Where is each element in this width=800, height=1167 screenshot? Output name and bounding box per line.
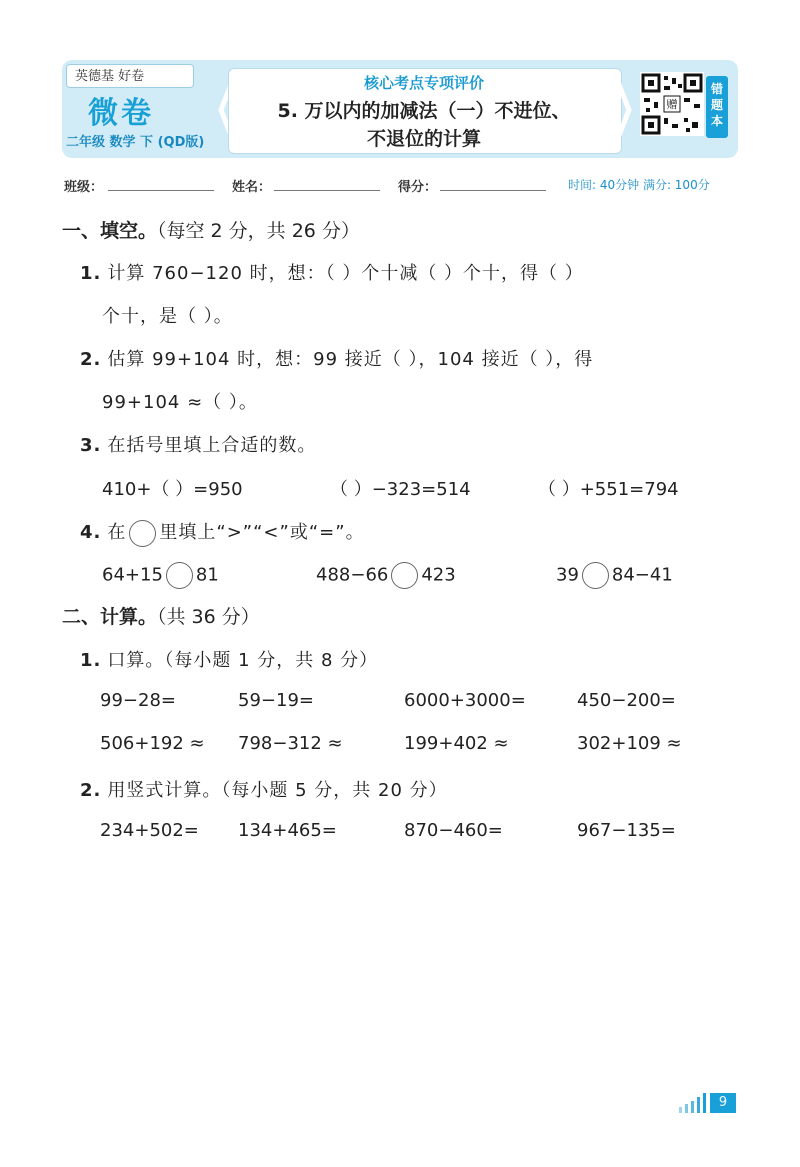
compare-right: 423: [421, 564, 456, 586]
question-text: 里填上“>”“<”或“=”。: [159, 522, 365, 543]
estimate-item: 798−312 ≈: [238, 733, 343, 754]
question-text: 估算 99+104 时，想：99 接近（ ），104 接近（ ），得: [107, 349, 594, 370]
section-2-title: 二、计算。: [62, 606, 158, 628]
brand-logo: 英德基 好卷: [66, 64, 194, 88]
compare-item: [556, 562, 673, 589]
oral-calc-item: 99−28=: [100, 690, 176, 711]
oral-calc-item: 6000+3000=: [404, 690, 526, 711]
vertical-calc-item: 967−135=: [577, 820, 676, 841]
section-1-title: 一、填空。: [62, 220, 158, 242]
grade-label: 二年级 数学 下 (QD版): [66, 135, 205, 150]
fill-item: 410+（ ）=950: [102, 479, 243, 500]
page-title: 5. 万以内的加减法（一）不进位、: [277, 100, 571, 122]
compare-circle-input[interactable]: [391, 562, 418, 589]
question-text: 用竖式计算。（每小题 5 分，共 20 分）: [107, 780, 448, 801]
question-text: 口算。（每小题 1 分，共 8 分）: [107, 650, 379, 671]
section-1-heading: [62, 216, 360, 243]
wrong-book-char: 题: [710, 98, 723, 112]
compare-left: 39: [556, 564, 579, 586]
question-number: 1.: [80, 263, 102, 284]
question-number: 3.: [80, 435, 102, 456]
question-1-4: [80, 518, 365, 547]
compare-right: 84−41: [611, 564, 673, 586]
question-1-1: [80, 259, 584, 285]
question-text: 在括号里填上合适的数。: [107, 435, 317, 456]
question-number: 2.: [80, 349, 102, 370]
section-2-note: （共 36 分）: [157, 606, 260, 628]
fill-item: （ ）+551=794: [538, 479, 679, 500]
compare-circle-icon: [129, 520, 156, 547]
vertical-calc-item: 134+465=: [238, 820, 337, 841]
vertical-calc-item: 234+502=: [100, 820, 199, 841]
estimate-item: 199+402 ≈: [404, 733, 509, 754]
qr-code-icon[interactable]: [640, 72, 704, 136]
wrong-book-badge[interactable]: [706, 76, 728, 138]
compare-right: 81: [195, 564, 219, 586]
question-number: 2.: [80, 780, 102, 801]
question-2-2: [80, 776, 448, 802]
vertical-calc-item: 870−460=: [404, 820, 503, 841]
compare-item: [102, 562, 219, 589]
page-bars-icon: [678, 1093, 708, 1113]
estimate-item: 506+192 ≈: [100, 733, 205, 754]
page-title-line2: 不退位的计算: [366, 128, 481, 150]
oral-calc-item: 450−200=: [577, 690, 676, 711]
compare-circle-input[interactable]: [166, 562, 193, 589]
subtitle: 核心考点专项评价: [363, 74, 484, 92]
qr-badge: 赠: [666, 98, 678, 111]
question-text: 在: [107, 522, 127, 543]
page-number: 9: [710, 1093, 736, 1113]
question-number: 4.: [80, 522, 102, 543]
estimate-item: 302+109 ≈: [577, 733, 682, 754]
section-1-note: （每空 2 分，共 26 分）: [157, 220, 360, 242]
question-1-1-line2: 个十，是（ ）。: [102, 306, 233, 327]
question-1-3: [80, 431, 316, 457]
class-label: 班级：: [64, 180, 104, 195]
fill-item: （ ）−323=514: [330, 479, 471, 500]
compare-left: 488−66: [316, 564, 389, 586]
question-1-2: [80, 345, 593, 371]
compare-item: [316, 562, 456, 589]
compare-circle-input[interactable]: [582, 562, 609, 589]
question-2-1: [80, 646, 378, 672]
section-2-heading: [62, 602, 260, 629]
name-field[interactable]: [274, 190, 380, 191]
time-and-score-info: 时间: 40分钟 满分: 100分: [568, 178, 710, 192]
wrong-book-char: 本: [710, 114, 723, 128]
brand-title: 微卷: [88, 96, 154, 131]
class-field[interactable]: [108, 190, 214, 191]
question-1-2-line2: 99+104 ≈（ ）。: [102, 392, 258, 413]
question-number: 1.: [80, 650, 102, 671]
wrong-book-char: 错: [710, 82, 723, 96]
score-field[interactable]: [440, 190, 546, 191]
name-label: 姓名：: [232, 180, 272, 195]
question-text: 计算 760−120 时，想：（ ）个十减（ ）个十，得（ ）: [107, 263, 584, 284]
oral-calc-item: 59−19=: [238, 690, 314, 711]
compare-left: 64+15: [102, 564, 163, 586]
score-label: 得分：: [398, 180, 438, 195]
